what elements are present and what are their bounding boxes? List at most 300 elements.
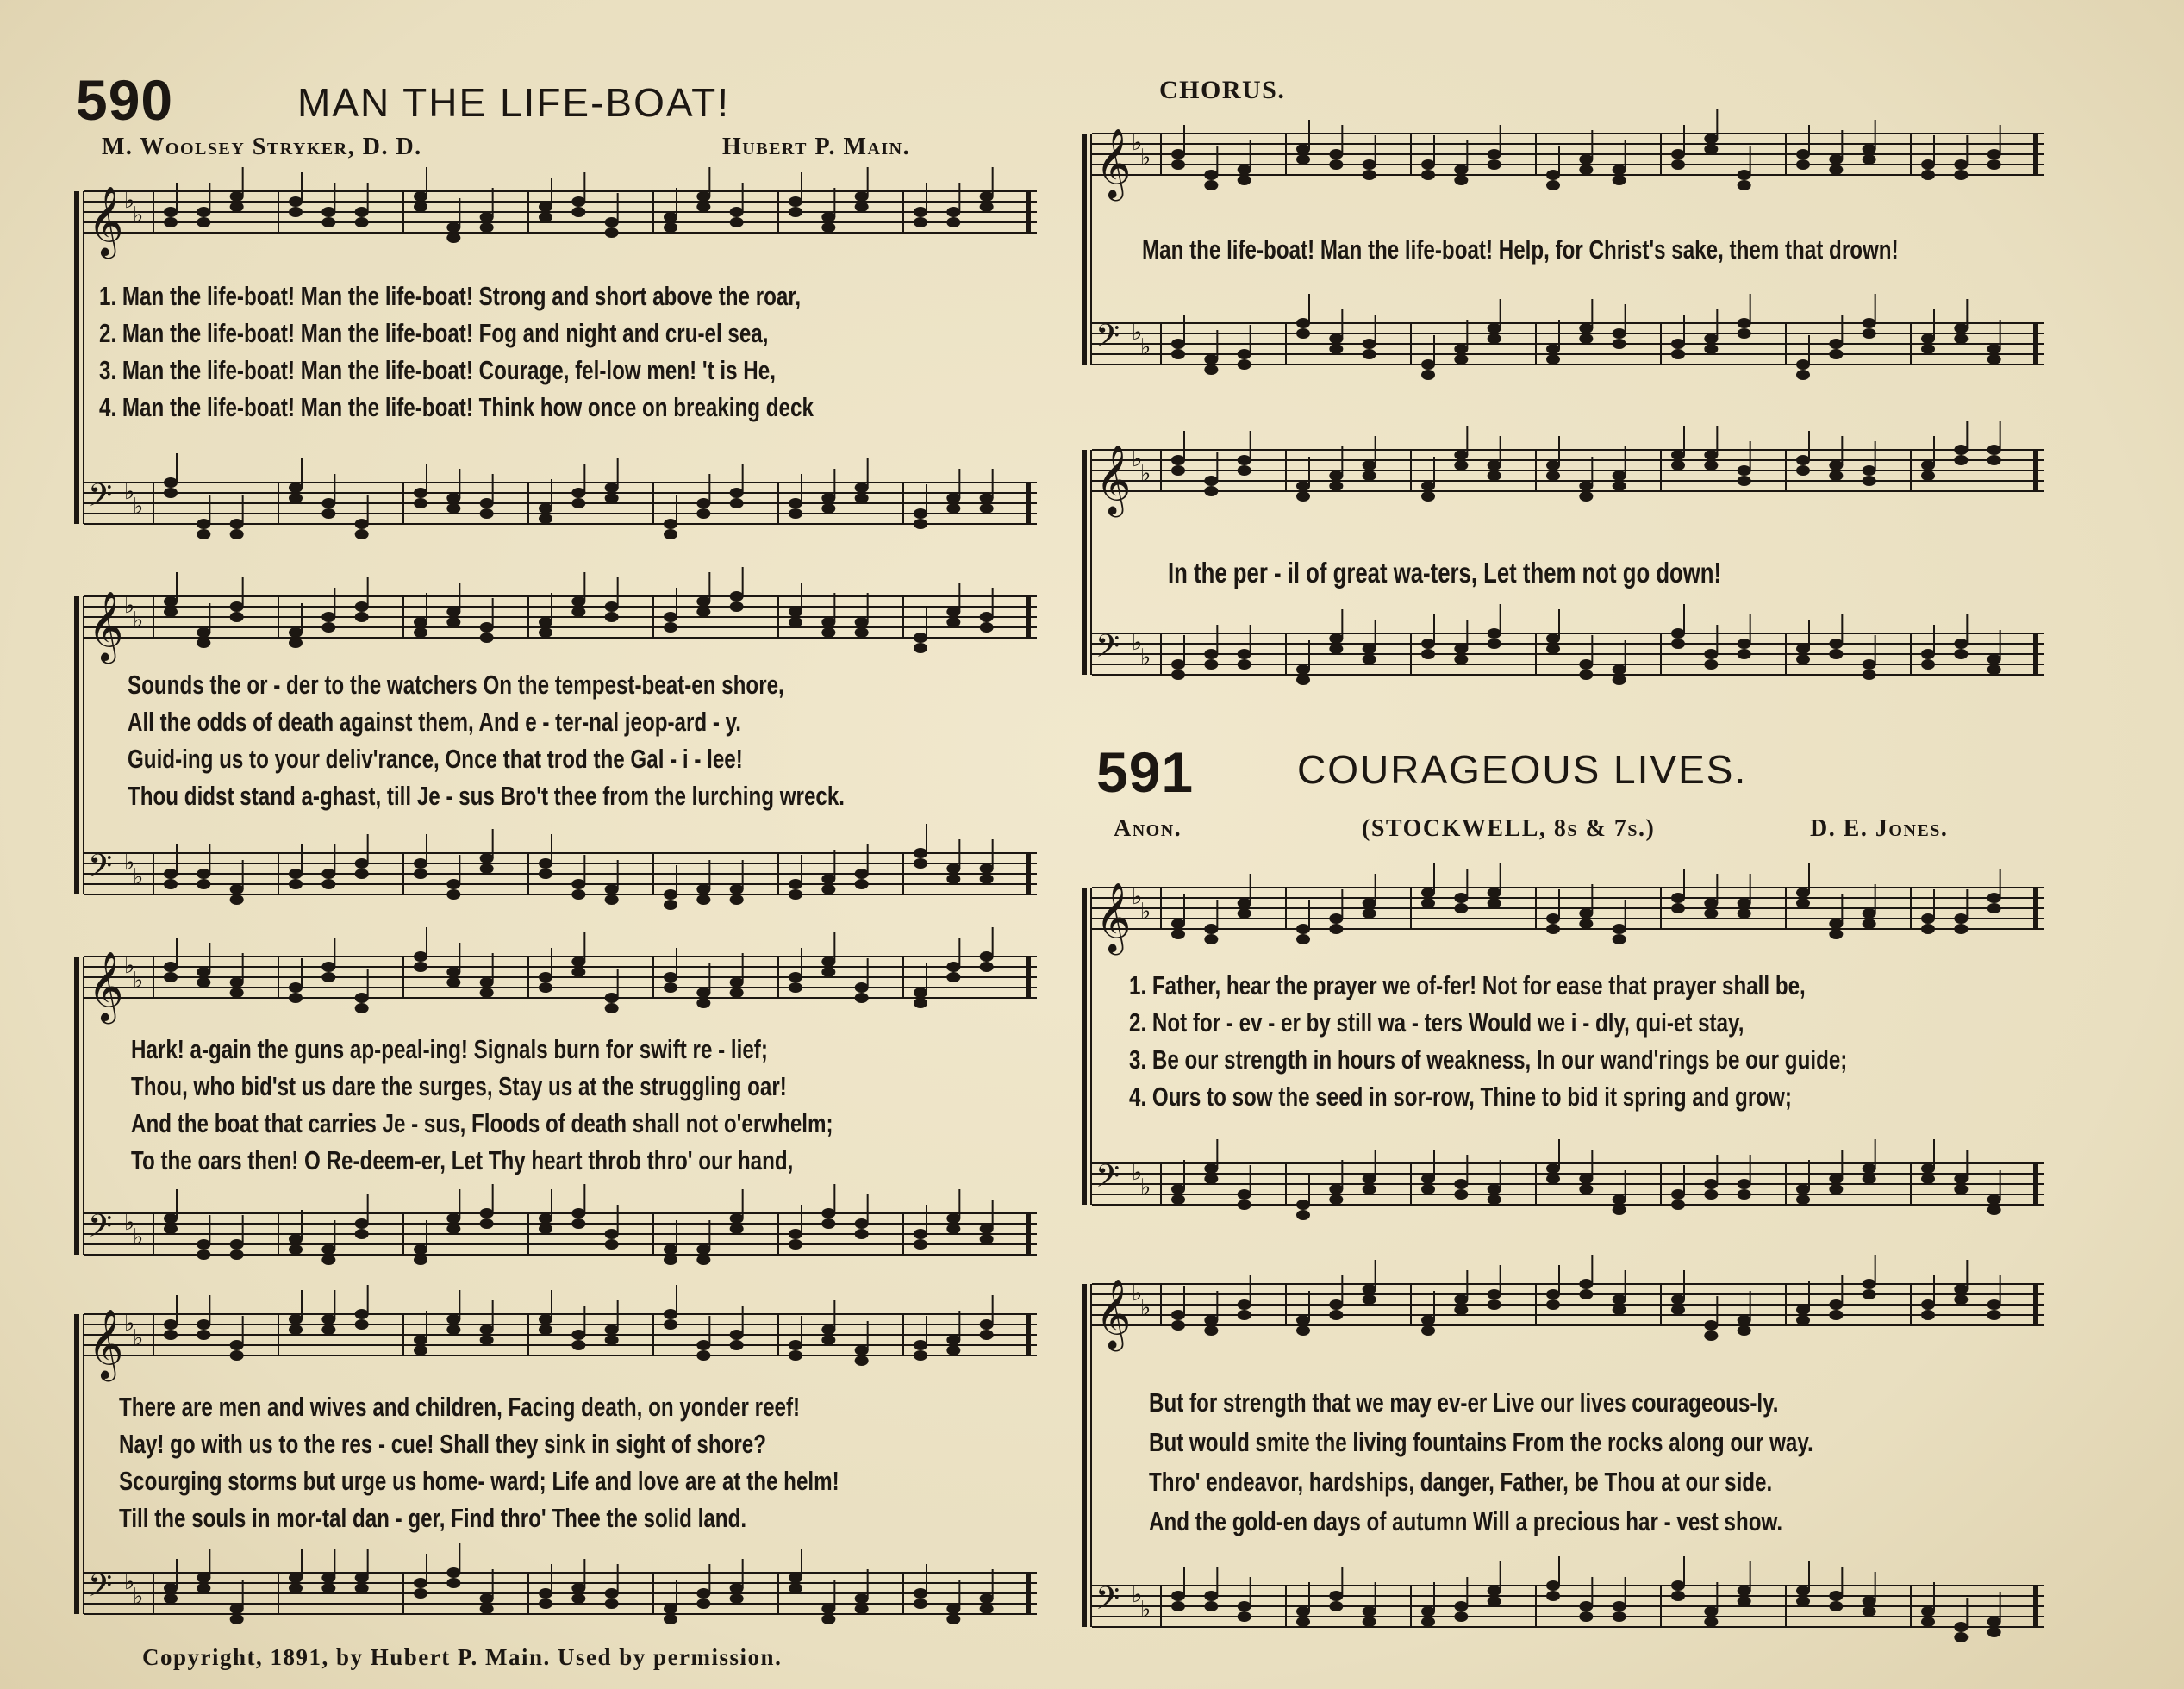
note-head [197, 977, 210, 988]
treble-clef-icon: 𝄞 [1095, 1278, 1132, 1349]
note-head [980, 622, 994, 633]
note-head [855, 191, 869, 202]
note-head [1454, 893, 1468, 903]
note-head [1829, 1184, 1843, 1194]
note-head [1363, 654, 1376, 664]
note-head [821, 222, 835, 233]
note-head [321, 1255, 335, 1265]
flat-icon: ♭ [124, 1311, 135, 1337]
note-head [914, 988, 927, 998]
note-head [1738, 908, 1751, 919]
flat-icon: ♭ [1132, 130, 1143, 157]
flat-icon: ♭ [133, 1584, 144, 1610]
note-head [446, 1213, 460, 1224]
note-head [1488, 1289, 1501, 1299]
note-head [1579, 1289, 1593, 1299]
note-head [1363, 1174, 1376, 1184]
note-head [1863, 318, 1876, 328]
note-head [1863, 154, 1876, 165]
note-head [605, 1003, 619, 1013]
note-head [571, 1330, 585, 1340]
note-head [1613, 1601, 1626, 1611]
note-head [730, 884, 744, 894]
note-head [480, 222, 494, 233]
note-head [664, 222, 677, 233]
note-head [730, 1583, 744, 1593]
note-head [1363, 170, 1376, 180]
note-head [289, 627, 303, 638]
note-head [355, 1229, 369, 1239]
note-head [1454, 1179, 1468, 1189]
note-head [1921, 1310, 1935, 1320]
note-head [480, 498, 494, 508]
note-head [414, 1335, 427, 1345]
note-head [1921, 1299, 1935, 1310]
bass-clef-icon: 𝄢 [88, 1567, 113, 1611]
note-head [1954, 924, 1968, 934]
note-head [571, 879, 585, 889]
note-head [855, 1345, 869, 1356]
note-head [1987, 654, 2001, 664]
note-head [414, 1244, 427, 1255]
note-head [1204, 1591, 1218, 1601]
note-head [1363, 1606, 1376, 1617]
flat-icon: ♭ [1140, 1175, 1151, 1200]
note-head [571, 957, 585, 967]
note-head [980, 1234, 994, 1244]
note-head [664, 972, 677, 982]
note-head [1488, 898, 1501, 908]
note-head [664, 529, 677, 539]
note-head [197, 869, 210, 879]
lyric-line: 3. Man the life-boat! Man the life-boat! Courage, fel-low men! 't is He, [99, 355, 776, 385]
note-head [1954, 1284, 1968, 1294]
note-head [730, 988, 744, 998]
lyric-line: Hark! a-gain the guns ap-peal-ing! Signals burn for swift re - lief; [131, 1034, 768, 1064]
note-head [1921, 170, 1935, 180]
note-head [1829, 649, 1843, 659]
note-head [789, 1340, 802, 1350]
note-head [355, 207, 369, 217]
note-head [1454, 460, 1468, 471]
note-head [980, 202, 994, 212]
bass-clef-icon: 𝄢 [88, 477, 113, 521]
note-head [1613, 1305, 1626, 1315]
note-head [1579, 323, 1593, 333]
note-head [355, 601, 369, 612]
flat-icon: ♭ [1140, 461, 1151, 487]
note-head [1954, 1174, 1968, 1184]
chorus-lyric-line: Man the life-boat! Man the life-boat! Help, for Christ's sake, them that drown! [1142, 234, 1899, 265]
note-head [1488, 639, 1501, 649]
bass-staff [84, 448, 1037, 558]
note-head [289, 879, 303, 889]
note-head [696, 1588, 710, 1599]
note-head [1363, 471, 1376, 481]
note-head [1987, 445, 2001, 455]
note-head [664, 612, 677, 622]
note-head [164, 488, 178, 498]
note-head [855, 1229, 869, 1239]
lyric-line: But would smite the living fountains From the rocks along our way. [1149, 1427, 1813, 1457]
note-head [1921, 659, 1935, 670]
note-head [539, 627, 552, 638]
note-head [1954, 649, 1968, 659]
note-head [1863, 670, 1876, 680]
note-head [914, 1229, 927, 1239]
note-head [1671, 1305, 1685, 1315]
note-head [1238, 898, 1251, 908]
note-head [164, 879, 178, 889]
note-head [1454, 344, 1468, 354]
note-head [1421, 170, 1435, 180]
lyric-line: All the odds of death against them, And e - ter-nal jeop-ard - y. [128, 707, 742, 737]
note-head [230, 977, 244, 988]
note-head [1613, 1205, 1626, 1215]
flat-icon: ♭ [1140, 145, 1151, 171]
note-head [480, 1335, 494, 1345]
note-head [1954, 159, 1968, 170]
note-head [605, 227, 619, 238]
note-head [1546, 1299, 1560, 1310]
note-head [730, 1224, 744, 1234]
note-head [914, 207, 927, 217]
note-head [855, 493, 869, 503]
note-head [789, 617, 802, 627]
system-bracket [74, 1314, 84, 1614]
hymn-590-number: 590 [76, 68, 174, 132]
treble-staff [1092, 415, 2044, 526]
treble-staff [1092, 853, 2044, 963]
note-head [664, 889, 677, 900]
hymn-590-title: MAN THE LIFE-BOAT! [297, 80, 731, 125]
note-head [1421, 1184, 1435, 1194]
note-head [1921, 1163, 1935, 1174]
note-head [1454, 354, 1468, 365]
note-head [1829, 1310, 1843, 1320]
note-head [1238, 1601, 1251, 1611]
note-head [821, 1604, 835, 1614]
note-head [1613, 934, 1626, 944]
note-head [696, 1340, 710, 1350]
note-head [605, 993, 619, 1003]
note-head [1796, 644, 1810, 654]
note-head [1829, 460, 1843, 471]
note-head [664, 1319, 677, 1330]
note-head [480, 988, 494, 998]
note-head [664, 900, 677, 910]
note-head [289, 196, 303, 207]
note-head [197, 1319, 210, 1330]
note-head [414, 617, 427, 627]
note-head [571, 1218, 585, 1229]
flat-icon: ♭ [133, 203, 144, 228]
note-head [1796, 1586, 1810, 1596]
bass-staff [1092, 1551, 2044, 1661]
hymn-591-author: Anon. [1114, 815, 1182, 842]
note-head [914, 998, 927, 1008]
note-head [1796, 1596, 1810, 1606]
note-head [446, 503, 460, 514]
note-head [197, 529, 210, 539]
note-head [730, 1593, 744, 1604]
bass-clef-icon: 𝄢 [1095, 318, 1120, 362]
note-head [1671, 893, 1685, 903]
note-head [289, 1314, 303, 1324]
note-head [1363, 159, 1376, 170]
treble-clef-icon: 𝄞 [1095, 128, 1132, 198]
note-head [1329, 149, 1343, 159]
treble-staff [84, 922, 1037, 1032]
flat-icon: ♭ [1132, 1582, 1143, 1609]
note-head [1421, 639, 1435, 649]
note-head [1454, 1611, 1468, 1622]
note-head [164, 477, 178, 488]
note-head [1863, 1289, 1876, 1299]
note-head [1421, 898, 1435, 908]
note-head [1921, 460, 1935, 471]
note-head [1204, 1163, 1218, 1174]
note-head [446, 967, 460, 977]
note-head [1329, 1591, 1343, 1601]
note-head [1987, 903, 2001, 913]
note-head [355, 612, 369, 622]
note-head [1454, 175, 1468, 185]
note-head [664, 1614, 677, 1624]
bass-clef-icon: 𝄢 [88, 1208, 113, 1252]
note-head [321, 962, 335, 972]
note-head [230, 1350, 244, 1361]
note-head [1954, 1294, 1968, 1305]
flat-icon: ♭ [1132, 446, 1143, 473]
note-head [1954, 170, 1968, 180]
note-head [1954, 323, 1968, 333]
note-head [855, 993, 869, 1003]
system-bracket [74, 957, 84, 1255]
note-head [1296, 1325, 1310, 1336]
note-head [1796, 149, 1810, 159]
treble-clef-icon: 𝄞 [88, 1308, 124, 1379]
treble-staff [84, 1280, 1037, 1390]
note-head [855, 627, 869, 638]
note-head [1613, 339, 1626, 349]
note-head [821, 1208, 835, 1218]
note-head [946, 217, 960, 227]
note-head [696, 508, 710, 519]
note-head [321, 1324, 335, 1335]
note-head [539, 858, 552, 869]
note-head [1421, 888, 1435, 898]
note-head [289, 993, 303, 1003]
note-head [571, 607, 585, 617]
note-head [1204, 170, 1218, 180]
note-head [289, 638, 303, 648]
note-head [446, 607, 460, 617]
note-head [855, 202, 869, 212]
flat-icon: ♭ [1140, 1295, 1151, 1321]
note-head [414, 951, 427, 962]
note-head [1796, 654, 1810, 664]
note-head [1296, 1606, 1310, 1617]
note-head [1363, 1184, 1376, 1194]
note-head [1204, 1325, 1218, 1336]
note-head [197, 217, 210, 227]
note-head [855, 879, 869, 889]
note-head [1204, 486, 1218, 496]
note-head [539, 212, 552, 222]
note-head [480, 1593, 494, 1604]
note-head [1204, 476, 1218, 486]
note-head [1796, 159, 1810, 170]
note-head [164, 1319, 178, 1330]
lyric-line: And the boat that carries Je - sus, Floods of death shall not o'erwhelm; [131, 1108, 833, 1138]
note-head [914, 217, 927, 227]
note-head [1829, 639, 1843, 649]
note-head [571, 498, 585, 508]
flat-icon: ♭ [1132, 1281, 1143, 1307]
note-head [1987, 1205, 2001, 1215]
note-head [1738, 465, 1751, 476]
note-head [664, 1604, 677, 1614]
note-head [1613, 1194, 1626, 1205]
flat-icon: ♭ [1132, 884, 1143, 911]
note-head [1613, 1294, 1626, 1305]
note-head [605, 483, 619, 493]
note-head [1363, 339, 1376, 349]
system-bracket [74, 191, 84, 524]
bass-staff [84, 819, 1037, 929]
note-head [480, 633, 494, 643]
note-head [946, 1604, 960, 1614]
note-head [414, 858, 427, 869]
note-head [480, 1218, 494, 1229]
note-head [1796, 888, 1810, 898]
flat-icon: ♭ [133, 968, 144, 994]
note-head [480, 1324, 494, 1335]
note-head [980, 191, 994, 202]
note-head [821, 1324, 835, 1335]
note-head [855, 1218, 869, 1229]
note-head [230, 612, 244, 622]
bass-clef-icon: 𝄢 [1095, 1158, 1120, 1202]
note-head [571, 1583, 585, 1593]
note-head [1296, 481, 1310, 491]
note-head [789, 196, 802, 207]
note-head [414, 1578, 427, 1588]
note-head [789, 508, 802, 519]
flat-icon: ♭ [124, 953, 135, 980]
note-head [1171, 1320, 1185, 1331]
note-head [914, 643, 927, 653]
note-head [1738, 1586, 1751, 1596]
note-head [980, 1604, 994, 1614]
note-head [730, 1330, 744, 1340]
note-head [821, 617, 835, 627]
note-head [164, 869, 178, 879]
lyric-line: Thou didst stand a-ghast, till Je - sus Bro't thee from the lurching wreck. [128, 781, 846, 811]
treble-staff [84, 157, 1037, 267]
note-head [1987, 1194, 2001, 1205]
note-head [1238, 1310, 1251, 1320]
note-head [664, 622, 677, 633]
note-head [1204, 365, 1218, 375]
note-head [1796, 465, 1810, 476]
note-head [1488, 333, 1501, 344]
note-head [914, 633, 927, 643]
note-head [1238, 349, 1251, 359]
bass-clef-icon: 𝄢 [1095, 1580, 1120, 1624]
note-head [1796, 455, 1810, 465]
note-head [164, 217, 178, 227]
note-head [1421, 491, 1435, 502]
note-head [446, 1578, 460, 1588]
note-head [1204, 934, 1218, 944]
note-head [1671, 639, 1685, 649]
note-head [1238, 1611, 1251, 1622]
note-head [1329, 344, 1343, 354]
note-head [1546, 344, 1560, 354]
note-head [1204, 659, 1218, 670]
system-bracket [1082, 888, 1092, 1205]
treble-staff [84, 562, 1037, 672]
system-bracket [1082, 1284, 1092, 1627]
note-head [539, 617, 552, 627]
note-head [980, 612, 994, 622]
note-head [1329, 159, 1343, 170]
note-head [821, 1335, 835, 1345]
note-head [539, 1599, 552, 1609]
flat-icon: ♭ [1140, 899, 1151, 925]
note-head [1829, 1601, 1843, 1611]
note-head [414, 488, 427, 498]
note-head [1671, 1591, 1685, 1601]
lyric-line: 2. Man the life-boat! Man the life-boat! Fog and night and cru-el sea, [99, 318, 769, 348]
flat-icon: ♭ [133, 1225, 144, 1250]
note-head [1238, 455, 1251, 465]
note-head [164, 1224, 178, 1234]
note-head [1829, 1591, 1843, 1601]
note-head [480, 1208, 494, 1218]
note-head [1863, 476, 1876, 486]
note-head [914, 1239, 927, 1250]
note-head [696, 998, 710, 1008]
note-head [1863, 919, 1876, 929]
note-head [730, 894, 744, 905]
hymn-591-composer: D. E. Jones. [1810, 815, 1949, 842]
bass-clef-icon: 𝄢 [88, 848, 113, 892]
lyric-line: 1. Father, hear the prayer we of-fer! Not for ease that prayer shall be, [1129, 970, 1806, 1000]
note-head [1921, 344, 1935, 354]
note-head [1546, 924, 1560, 934]
note-head [730, 488, 744, 498]
note-head [1171, 159, 1185, 170]
note-head [605, 601, 619, 612]
note-head [1454, 1189, 1468, 1200]
note-head [230, 1239, 244, 1250]
note-head [539, 1314, 552, 1324]
note-head [605, 1324, 619, 1335]
note-head [1613, 471, 1626, 481]
note-head [1329, 913, 1343, 924]
note-head [289, 493, 303, 503]
note-head [1987, 1627, 2001, 1637]
note-head [1738, 1179, 1751, 1189]
note-head [1987, 1299, 2001, 1310]
note-head [1863, 1596, 1876, 1606]
note-head [480, 977, 494, 988]
note-head [1738, 1189, 1751, 1200]
hymn-590-composer: Hubert P. Main. [722, 134, 911, 160]
